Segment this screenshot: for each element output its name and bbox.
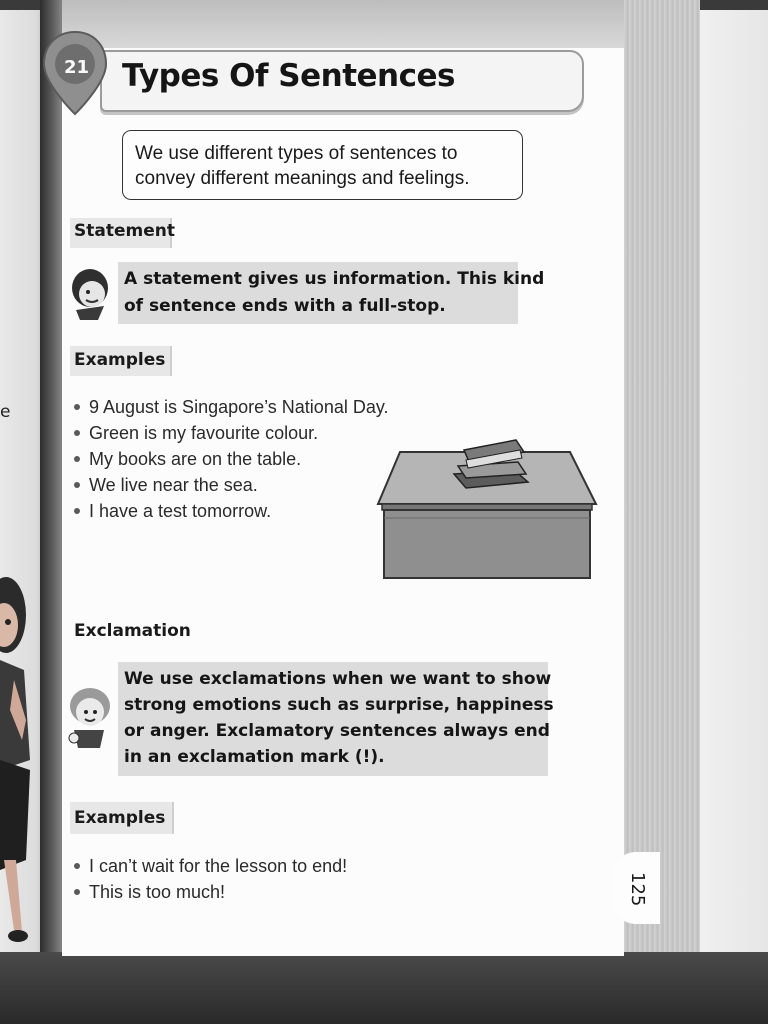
exclamation-callout-line: or anger. Exclamatory sentences always end [124, 721, 550, 741]
list-item [74, 394, 389, 420]
exclamation-callout-line: in an exclamation mark (!). [124, 747, 385, 767]
desk-with-books-illustration [374, 434, 600, 584]
example-text: 9 August is Singapore’s National Day. [89, 396, 389, 417]
statement-examples-heading: Examples [74, 350, 166, 370]
bullet-icon [74, 456, 80, 462]
page-top-shadow [62, 0, 624, 48]
list-item [74, 446, 389, 472]
exclamation-examples-list [74, 853, 347, 905]
right-margin [700, 10, 768, 955]
statement-callout [118, 262, 545, 324]
bullet-icon [74, 508, 80, 514]
list-item [74, 879, 347, 905]
intro-box [122, 130, 523, 200]
page-number: 125 [627, 872, 648, 907]
unit-number: 21 [64, 57, 90, 78]
bullet-icon [74, 404, 80, 410]
statement-callout-line: of sentence ends with a full-stop. [124, 296, 446, 316]
left-page-letter: e [0, 402, 11, 422]
list-item [74, 420, 389, 446]
exclamation-callout-line: We use exclamations when we want to show [124, 669, 552, 689]
statement-examples-list [74, 394, 389, 524]
example-text: I have a test tomorrow. [89, 500, 272, 521]
boy-avatar-icon [68, 266, 112, 322]
list-item [74, 853, 347, 879]
example-text: My books are on the table. [89, 448, 302, 469]
bullet-icon [74, 863, 80, 869]
example-text: Green is my favourite colour. [89, 422, 319, 443]
example-text: I can’t wait for the lesson to end! [89, 855, 348, 876]
bottom-shadow [0, 952, 768, 1024]
page-edges [620, 0, 700, 960]
example-text: This is too much! [89, 881, 226, 902]
exclamation-examples-heading: Examples [74, 808, 166, 828]
statement-callout-line: A statement gives us information. This kind [124, 269, 545, 289]
bullet-icon [74, 482, 80, 488]
intro-line: convey different meanings and feelings. [135, 168, 470, 189]
bullet-icon [74, 430, 80, 436]
example-text: We live near the sea. [89, 474, 258, 495]
girl-avatar-icon [66, 686, 112, 752]
bullet-icon [74, 889, 80, 895]
exclamation-heading: Exclamation [74, 621, 191, 641]
statement-heading: Statement [74, 221, 175, 241]
girl-illustration [0, 560, 40, 950]
exclamation-callout [118, 662, 554, 776]
list-item [74, 498, 389, 524]
intro-line: We use different types of sentences to [135, 143, 458, 164]
page-title: Types Of Sentences [122, 58, 455, 94]
exclamation-callout-line: strong emotions such as surprise, happiness [124, 695, 554, 715]
list-item [74, 472, 389, 498]
